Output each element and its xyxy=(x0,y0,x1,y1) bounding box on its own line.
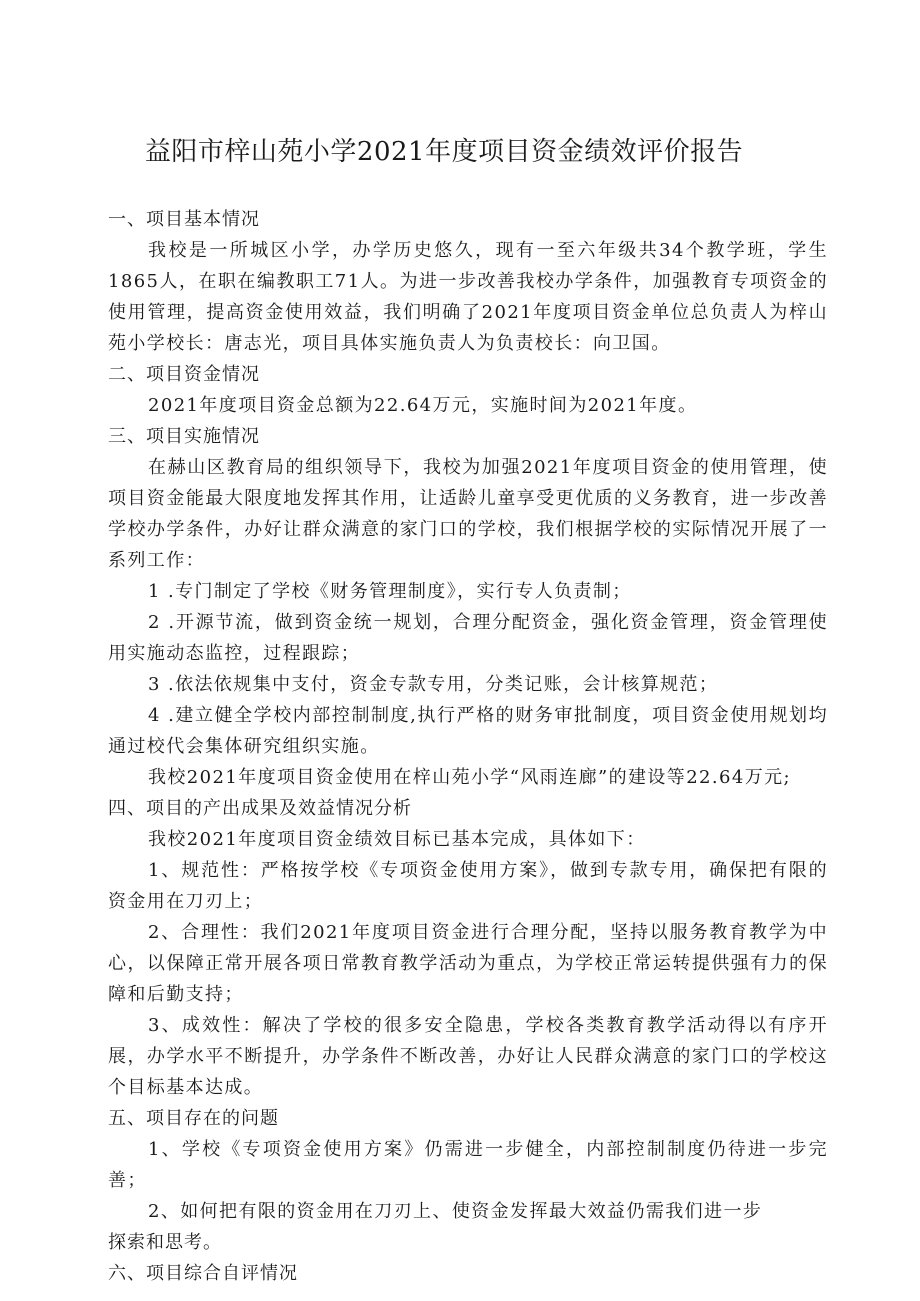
section-heading: 三、项目实施情况 xyxy=(108,426,260,447)
list-item: 1 .专门制定了学校《财务管理制度》，实行专人负责制； xyxy=(148,581,632,602)
list-item: 4 .建立健全学校内部控制制度,执行严格的财务审批制度，项目资金使用规划均通过校代会集体研究组织实施。 xyxy=(108,705,828,757)
section-heading: 一、项目基本情况 xyxy=(108,209,260,230)
body-paragraph: 我校是一所城区小学，办学历史悠久，现有一至六年级共34个教学班，学生1865人，在职在编教职工71人。为进一步改善我校办学条件，加强教育专项资金的使用管理，提高资金使用效益，我们明确了2021年度项目资金单位总负责人为梓山苑小学校长：唐志光，项目具体实施负责人为负责校长：向卫国。 xyxy=(108,240,828,354)
list-item: 2、如何把有限的资金用在刀刃上、使资金发挥最大效益仍需我们进一步 xyxy=(148,1201,763,1222)
list-item: 1、学校《专项资金使用方案》仍需进一步健全，内部控制制度仍待进一步完善； xyxy=(108,1139,828,1191)
document-title: 益阳市梓山苑小学2021年度项目资金绩效评价报告 xyxy=(144,137,744,167)
body-paragraph: 2021年度项目资金总额为22.64万元，实施时间为2021年度。 xyxy=(148,395,698,416)
body-paragraph: 我校2021年度项目资金使用在梓山苑小学“风雨连廊”的建设等22.64万元; xyxy=(148,767,792,788)
list-item: 1、规范性：严格按学校《专项资金使用方案》，做到专款专用，确保把有限的资金用在刀刃上； xyxy=(108,860,828,912)
list-item: 2、合理性：我们2021年度项目资金进行合理分配，坚持以服务教育教学为中心，以保障正常开展各项日常教育教学活动为重点，为学校正常运转提供强有力的保障和后勤支持； xyxy=(108,922,828,1005)
body-paragraph: 我校2021年度项目资金绩效目标已基本完成，具体如下： xyxy=(148,829,646,850)
list-item-continuation: 探索和思考。 xyxy=(108,1232,222,1253)
list-item: 2 .开源节流，做到资金统一规划，合理分配资金，强化资金管理，资金管理使用实施动态监控，过程跟踪； xyxy=(108,612,828,664)
body-paragraph: 在赫山区教育局的组织领导下，我校为加强2021年度项目资金的使用管理，使项目资金能最大限度地发挥其作用，让适龄儿童享受更优质的义务教育，进一步改善学校办学条件，办好让群众满意的家门口的学校，我们根据学校的实际情况开展了一系列工作： xyxy=(108,457,828,571)
section-heading: 二、项目资金情况 xyxy=(108,364,260,385)
section-heading: 六、项目综合自评情况 xyxy=(108,1263,298,1284)
section-heading: 五、项目存在的问题 xyxy=(108,1108,279,1129)
list-item: 3、成效性：解决了学校的很多安全隐患，学校各类教育教学活动得以有序开展，办学水平不断提升，办学条件不断改善，办好让人民群众满意的家门口的学校这个目标基本达成。 xyxy=(108,1015,828,1098)
section-heading: 四、项目的产出成果及效益情况分析 xyxy=(108,798,412,819)
document-body xyxy=(108,204,828,1289)
list-item: 3 .依法依规集中支付，资金专款专用，分类记账，会计核算规范； xyxy=(148,674,719,695)
